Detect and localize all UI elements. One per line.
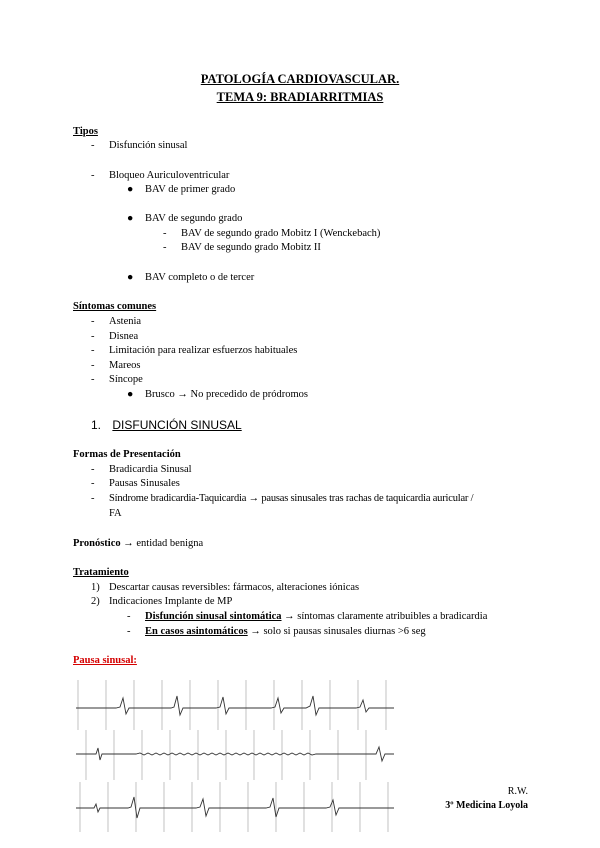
dash-bullet: -: [91, 360, 95, 371]
dash-bullet: -: [127, 626, 131, 637]
section-title: DISFUNCIÓN SINUSAL: [112, 418, 242, 432]
bav-segundo-grado: BAV de segundo grado: [145, 213, 243, 224]
tipos-item-disfuncion: Disfunción sinusal: [109, 140, 188, 151]
indicacion-asintomatica-label: En casos asintomáticos: [145, 626, 248, 637]
tratamiento-step-2: Indicaciones Implante de MP: [109, 596, 233, 607]
sintoma-item: Astenia: [109, 316, 142, 327]
author-initials: R.W.: [507, 786, 528, 797]
dash-bullet: -: [91, 374, 95, 385]
dash-bullet: -: [163, 242, 167, 253]
list-number: 2): [91, 596, 100, 607]
formas-heading: Formas de Presentación: [73, 449, 181, 460]
forma-item-sindrome-cont: FA: [109, 508, 122, 519]
tipos-heading: Tipos: [73, 126, 98, 137]
ecg-strip-1: [76, 680, 394, 730]
pronostico-line: [73, 537, 203, 550]
sintoma-item: Limitación para realizar esfuerzos habituales: [109, 345, 298, 356]
indicacion-asintomatica-text: → solo si pausas sinusales diurnas >6 seg: [247, 626, 426, 637]
forma-item: Bradicardia Sinusal: [109, 464, 192, 475]
list-number: 1): [91, 582, 100, 593]
bav-mobitz-2: BAV de segundo grado Mobitz II: [181, 242, 321, 253]
sintoma-item: Disnea: [109, 331, 139, 342]
dash-bullet: -: [91, 464, 95, 475]
ecg-trace: [76, 747, 394, 761]
section-number: 1.: [91, 418, 102, 432]
ecg-trace: [76, 696, 394, 715]
dash-bullet: -: [91, 316, 95, 327]
tipos-item-bloqueo: Bloqueo Auriculoventricular: [109, 170, 230, 181]
tratamiento-heading: Tratamiento: [73, 567, 129, 578]
dot-bullet-icon: ●: [127, 184, 134, 195]
dash-bullet: -: [91, 493, 95, 504]
pronostico-label: Pronóstico: [73, 538, 121, 549]
ecg-strip-2: [76, 730, 394, 780]
dash-bullet: -: [163, 228, 167, 239]
sintomas-heading: Síntomas comunes: [73, 301, 157, 312]
dash-bullet: -: [91, 345, 95, 356]
dash-bullet: -: [127, 611, 131, 622]
section-heading: [91, 418, 242, 432]
indicacion-sintomatica: [145, 610, 487, 623]
pronostico-text: → entidad benigna: [120, 538, 204, 549]
indicacion-sintomatica-label: Disfunción sinusal sintomática: [145, 611, 282, 622]
indicacion-sintomatica-text: → síntomas claramente atribuibles a bradicardia: [281, 611, 488, 622]
sintoma-item: Síncope: [109, 374, 143, 385]
forma-item-sindrome: Síndrome bradicardia-Taquicardia → pausas sinusales tras rachas de taquicardia auricular /: [109, 493, 474, 504]
bav-mobitz-1: BAV de segundo grado Mobitz I (Wenckebach): [181, 228, 381, 239]
ecg-trace: [76, 797, 394, 818]
ecg-grid: [86, 730, 366, 780]
dot-bullet-icon: ●: [127, 389, 134, 400]
dash-bullet: -: [91, 170, 95, 181]
indicacion-asintomatica: [145, 625, 426, 638]
forma-item: Pausas Sinusales: [109, 478, 180, 489]
sintoma-item: Mareos: [109, 360, 141, 371]
sincope-subitem: Brusco → No precedido de pródromos: [145, 389, 309, 400]
figure-caption: Pausa sinusal:: [73, 655, 137, 666]
document-title: PATOLOGÍA CARDIOVASCULAR.: [200, 72, 400, 86]
dot-bullet-icon: ●: [127, 213, 134, 224]
ecg-grid: [80, 782, 388, 832]
dot-bullet-icon: ●: [127, 272, 134, 283]
dash-bullet: -: [91, 331, 95, 342]
dash-bullet: -: [91, 140, 95, 151]
author-course: 3º Medicina Loyola: [445, 800, 528, 811]
bav-primer-grado: BAV de primer grado: [145, 184, 236, 195]
bav-completo: BAV completo o de tercer: [145, 272, 255, 283]
ecg-strip-3: [76, 782, 394, 832]
document-subtitle: TEMA 9: BRADIARRITMIAS: [216, 90, 384, 104]
tratamiento-step-1: Descartar causas reversibles: fármacos, alteraciones iónicas: [109, 582, 360, 593]
dash-bullet: -: [91, 478, 95, 489]
